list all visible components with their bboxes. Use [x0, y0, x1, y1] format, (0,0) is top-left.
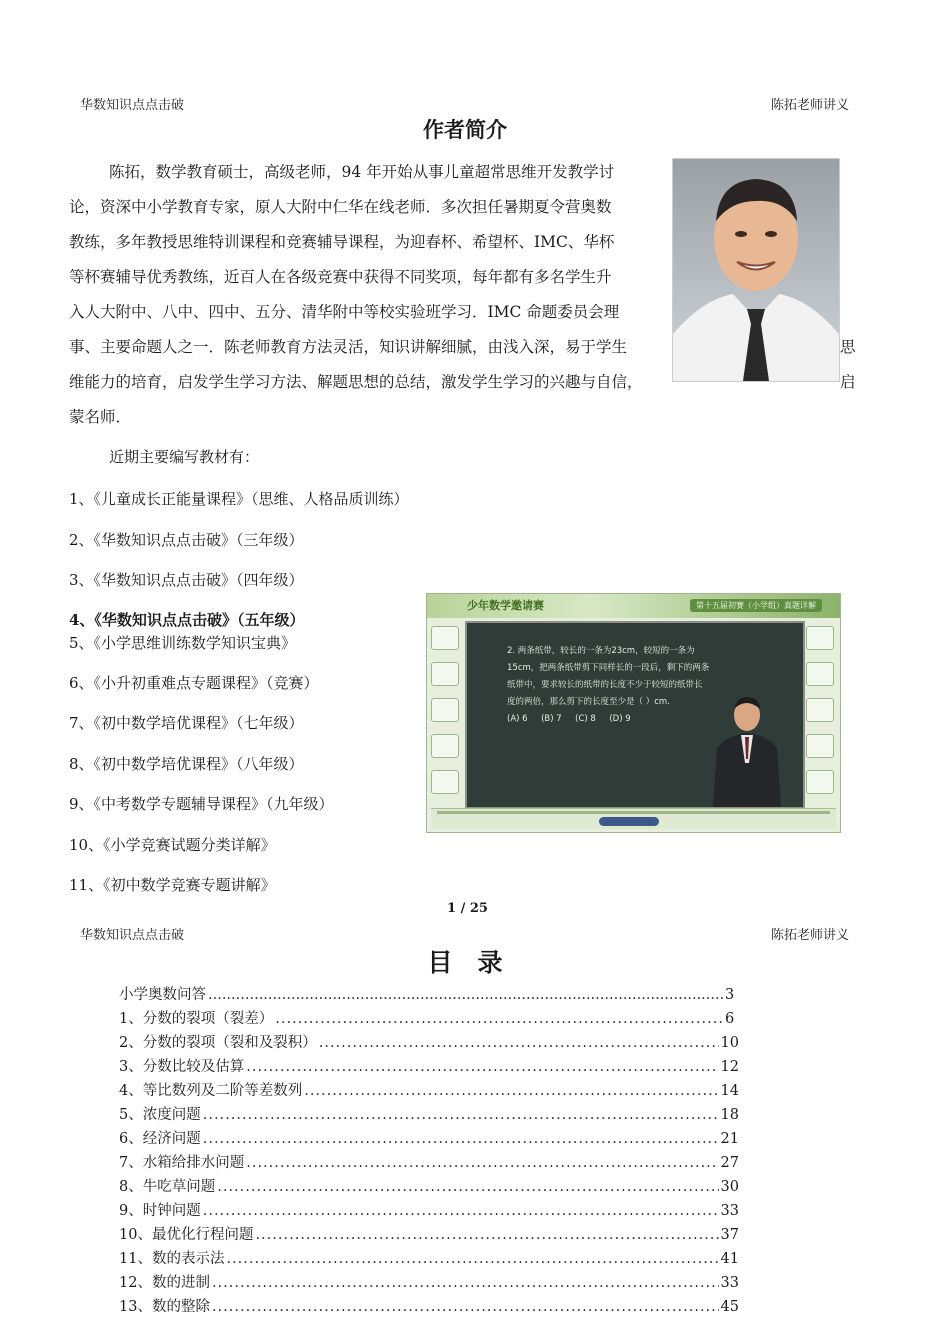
help-icon [806, 770, 834, 794]
toc-label: 1、分数的裂项（裂差） [119, 1011, 274, 1027]
toc-label: 5、浓度问题 [119, 1107, 201, 1123]
toc-row[interactable] [119, 1295, 739, 1316]
toc-page: 27 [720, 1155, 739, 1171]
toc-label: 7、水箱给排水问题 [119, 1155, 245, 1171]
toc-page: 3 [725, 987, 735, 1003]
toc-label: 10、最优化行程问题 [119, 1227, 254, 1243]
toc-row[interactable] [119, 1199, 739, 1220]
toc-row[interactable] [119, 1103, 739, 1124]
lecture-video-screenshot [426, 593, 841, 833]
author-photo [672, 158, 840, 382]
toc-page: 18 [720, 1107, 739, 1123]
blackboard-text [507, 643, 709, 728]
toolbar-icon [431, 662, 459, 686]
list-item: 9、《中考数学专题辅导课程》（九年级） [69, 795, 334, 813]
bio-line: 教练，多年教授思维特训课程和竞赛辅导课程，为迎春杯、希望杯、IMC、华杯 [69, 233, 615, 251]
bio-line: 事、主要命题人之一．陈老师教育方法灵活，知识讲解细腻，由浅入深，易于学生 [69, 338, 628, 356]
toolbar-icon [806, 734, 834, 758]
toolbar-icon [431, 626, 459, 650]
bio-line: 论，资深中小学教育专家，原人大附中仁华在线老师．多次担任暑期夏令营奥数 [69, 198, 612, 216]
problem-line: 度的两倍，那么剪下的长度至少是（ ）cm. [507, 697, 670, 707]
toc-row[interactable] [119, 1127, 739, 1148]
toc-page: 45 [720, 1299, 739, 1315]
toc-row[interactable] [119, 1079, 739, 1100]
toc-row[interactable] [119, 1223, 739, 1244]
list-item: 1、《儿童成长正能量课程》（思维、人格品质训练） [69, 490, 409, 508]
toolbar-icon [806, 662, 834, 686]
bio-line: 入人大附中、八中、四中、五分、清华附中等校实验班学习．IMC 命题委员会理 [69, 303, 620, 321]
bio-line: 维能力的培育，启发学生学习方法、解题思想的总结，激发学生学习的兴趣与自信， [69, 373, 643, 391]
toolbar-icon [431, 698, 459, 722]
problem-line: 15cm，把两条纸带剪下同样长的一段后，剩下的两条 [507, 663, 710, 673]
materials-intro: 近期主要编写教材有： [109, 448, 260, 466]
video-controls [431, 808, 836, 829]
list-item: 11、《初中数学竞赛专题讲解》 [69, 876, 276, 894]
toc-page: 14 [720, 1083, 739, 1099]
toc-leader [208, 987, 723, 1003]
teacher-figure [707, 693, 787, 807]
toc-row[interactable] [119, 1031, 739, 1052]
video-brand: 少年数学邀请赛 [467, 599, 544, 612]
page2-header-right: 陈拓老师讲义 [770, 928, 849, 943]
toc-page: 10 [720, 1035, 739, 1051]
toc-label: 2、分数的裂项（裂和及裂积） [119, 1035, 317, 1051]
toc-leader [246, 1059, 718, 1075]
page2-header-left: 华数知识点点击破 [80, 928, 185, 943]
author-portrait-graphic [673, 159, 839, 381]
toolbar-icon [806, 698, 834, 722]
list-item: 10、《小学竞赛试题分类详解》 [69, 836, 276, 854]
video-left-toolbar [431, 622, 461, 802]
bio-line: 陈拓，数学教育硕士，高级老师，94 年开始从事儿童超常思维开发教学讨 [109, 163, 615, 181]
bio-line-tail: 思 [840, 338, 856, 356]
toc-row[interactable] [119, 1055, 739, 1076]
list-item: 5、《小学思维训练数学知识宝典》 [69, 634, 297, 652]
problem-line: 2. 两条纸带，较长的一条为23cm，较短的一条为 [507, 646, 695, 656]
problem-options: (A) 6 (B) 7 (C) 8 (D) 9 [507, 714, 631, 724]
toc-row[interactable] [119, 1247, 739, 1268]
toc-row[interactable] [119, 1151, 739, 1172]
toc-label: 4、等比数列及二阶等差数列 [119, 1083, 303, 1099]
toc-row[interactable] [119, 983, 739, 1004]
page-number: 1 / 25 [447, 901, 488, 916]
toc-page: 37 [720, 1227, 739, 1243]
toc-row[interactable] [119, 1175, 739, 1196]
bio-line-tail: 启 [840, 373, 856, 391]
list-item: 3、《华数知识点点击破》（四年级） [69, 571, 304, 589]
toc-leader [212, 1299, 719, 1315]
toc-label: 9、时钟问题 [119, 1203, 201, 1219]
list-item: 6、《小升初重难点专题课程》（竞赛） [69, 674, 319, 692]
page1-header-right: 陈拓老师讲义 [770, 98, 849, 113]
video-progress-track [437, 811, 830, 814]
toc-row[interactable] [119, 1007, 739, 1028]
toc-leader [217, 1179, 718, 1195]
toc-page: 33 [720, 1203, 739, 1219]
list-item: 2、《华数知识点点击破》（三年级） [69, 531, 304, 549]
page1-header-left: 华数知识点点击破 [80, 98, 185, 113]
toc-label: 小学奥数问答 [119, 987, 206, 1003]
toc-label: 13、数的整除 [119, 1299, 210, 1315]
list-item: 4、《华数知识点点击破》（五年级） [69, 611, 305, 629]
toolbar-icon [806, 626, 834, 650]
toc-label: 6、经济问题 [119, 1131, 201, 1147]
list-item: 8、《初中数学培优课程》（八年级） [69, 755, 304, 773]
toc-leader [246, 1155, 718, 1171]
toc-page: 41 [720, 1251, 739, 1267]
toc-leader [319, 1035, 719, 1051]
playback-buttons [599, 817, 659, 826]
toc-leader [275, 1011, 723, 1027]
toc-label: 12、数的进制 [119, 1275, 210, 1291]
toc-leader [203, 1203, 719, 1219]
toc-row[interactable] [119, 1271, 739, 1292]
toc-label: 3、分数比较及估算 [119, 1059, 245, 1075]
bio-line: 蒙名师． [69, 408, 132, 426]
toc-leader [212, 1275, 719, 1291]
toc-page: 21 [720, 1131, 739, 1147]
toc-leader [203, 1131, 719, 1147]
toc-label: 11、数的表示法 [119, 1251, 225, 1267]
toc-label: 8、牛吃草问题 [119, 1179, 216, 1195]
video-banner: 第十五届初赛（小学组）真题详解 [690, 599, 822, 612]
toc-leader [226, 1251, 718, 1267]
list-item: 7、《初中数学培优课程》（七年级） [69, 714, 304, 732]
toc-leader [255, 1227, 718, 1243]
toc-leader [203, 1107, 719, 1123]
page-title-author: 作者简介 [423, 118, 507, 142]
toc-page: 30 [720, 1179, 739, 1195]
problem-line: 纸带中，要求较长的纸带的长度不少于较短的纸带长 [507, 680, 703, 690]
bio-line: 等杯赛辅导优秀教练，近百人在各级竞赛中获得不同奖项，每年都有多名学生升 [69, 268, 612, 286]
page-title-toc: 目 录 [427, 948, 503, 977]
video-right-toolbar [806, 622, 836, 802]
toc-page: 33 [720, 1275, 739, 1291]
video-blackboard [465, 621, 805, 809]
toc-page: 6 [725, 1011, 735, 1027]
toolbar-icon [431, 770, 459, 794]
toc-page: 12 [720, 1059, 739, 1075]
toolbar-icon [431, 734, 459, 758]
toc-leader [304, 1083, 718, 1099]
